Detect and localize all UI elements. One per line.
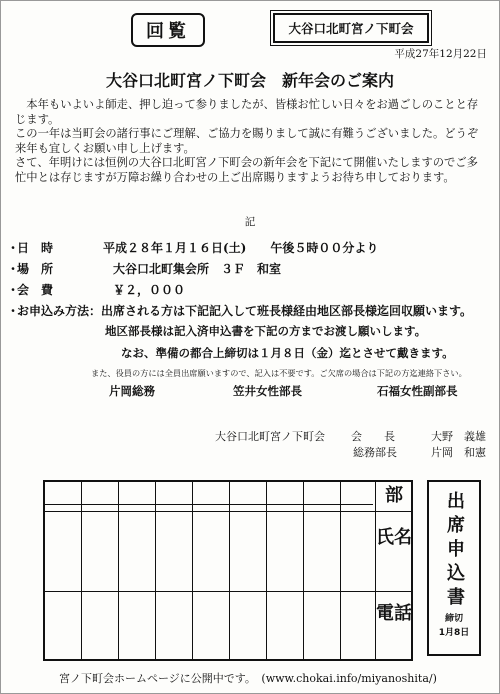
application-form bbox=[43, 480, 413, 661]
detail-row-apply bbox=[7, 300, 497, 321]
place-value: 大谷口北町集会所 ３Ｆ 和室 bbox=[113, 262, 282, 276]
bullet: ・ bbox=[7, 262, 20, 276]
bullet: ・ bbox=[7, 283, 20, 297]
bullet: ・ bbox=[7, 241, 20, 255]
place-label: 場 所 bbox=[17, 262, 54, 276]
kairan-stamp: 回覧 bbox=[131, 13, 205, 47]
detail-row-fee bbox=[7, 279, 497, 300]
signature-title-2: 総務部長 bbox=[353, 446, 397, 459]
contact-3: 石福女性副部長 bbox=[377, 384, 458, 398]
fee-value: ￥２，０００ bbox=[113, 283, 186, 297]
apply-line-3: なお、準備の都合上締切は１月８日（金）迄とさせて戴きます。 bbox=[121, 346, 454, 360]
fee-label: 会 費 bbox=[17, 283, 54, 297]
deadline-date: 1月8日 bbox=[438, 628, 470, 638]
signature-org: 大谷口北町宮ノ下町会 bbox=[215, 430, 325, 443]
ki-heading: 記 bbox=[244, 216, 256, 228]
document-title: 大谷口北町宮ノ下町会 新年会のご案内 bbox=[105, 71, 394, 90]
body-paragraph: さて、年明けには恒例の大谷口北町宮ノ下町会の新年会を下記にて開催いたしますのでご多忙中とは存じますが万障お繰り合わせの上ご出席賜りますようお待ち申しております。 bbox=[15, 156, 478, 184]
stamp-title: 出席申込書 bbox=[447, 491, 465, 608]
detail-row-datetime bbox=[7, 237, 497, 258]
body-text bbox=[15, 98, 489, 186]
form-label-district: 部 bbox=[385, 485, 403, 506]
apply-label: お申込み方法： bbox=[17, 304, 102, 318]
bullet: ・ bbox=[7, 304, 20, 318]
datetime-label: 日 時 bbox=[17, 241, 54, 255]
signature-name-1: 大野 義雄 bbox=[431, 430, 486, 443]
form-label-name: 氏名 bbox=[376, 527, 412, 548]
apply-line-2: 地区部長様は記入済申込書を下記の方までお渡し願いします。 bbox=[105, 324, 427, 338]
officer-note: また、役員の方には全員出席願いますので、記入は不要です。ご欠席の場合は下記の方迄連絡下さい。 bbox=[91, 368, 467, 378]
datetime-value: 平成２８年１月１６日(土) 午後５時００分より bbox=[103, 241, 379, 255]
event-details bbox=[7, 237, 497, 321]
contact-2: 笠井女性部長 bbox=[233, 384, 302, 398]
body-paragraph: この一年は当町会の諸行事にご理解、ご協力を賜りまして誠に有難うございました。どうぞ来年も宜しくお願い申し上げます。 bbox=[15, 127, 479, 155]
deadline-label: 締切 bbox=[444, 614, 463, 624]
apply-line-1: 出席される方は下記記入して班長様経由地区部長様迄回収願います。 bbox=[101, 304, 473, 318]
footer-homepage-notice: 宮ノ下町会ホームページに公開中です。 (www.chokai.info/miyanoshita/) bbox=[59, 672, 437, 685]
deadline bbox=[429, 612, 479, 640]
signature-name-2: 片岡 和憲 bbox=[431, 446, 486, 459]
form-label-phone: 電話 bbox=[376, 603, 412, 624]
body-paragraph: 本年もいよいよ師走、押し迫って参りましたが、皆様お忙しい日々をお過ごしのことと存じます。 bbox=[15, 98, 479, 126]
application-form-title-box bbox=[427, 480, 481, 656]
org-name-box: 大谷口北町宮ノ下町会 bbox=[273, 13, 429, 43]
signature-title-1: 会 長 bbox=[351, 430, 395, 443]
issue-date: 平成27年12月22日 bbox=[394, 48, 487, 60]
detail-row-place bbox=[7, 258, 497, 279]
contact-1: 片岡総務 bbox=[109, 384, 155, 398]
